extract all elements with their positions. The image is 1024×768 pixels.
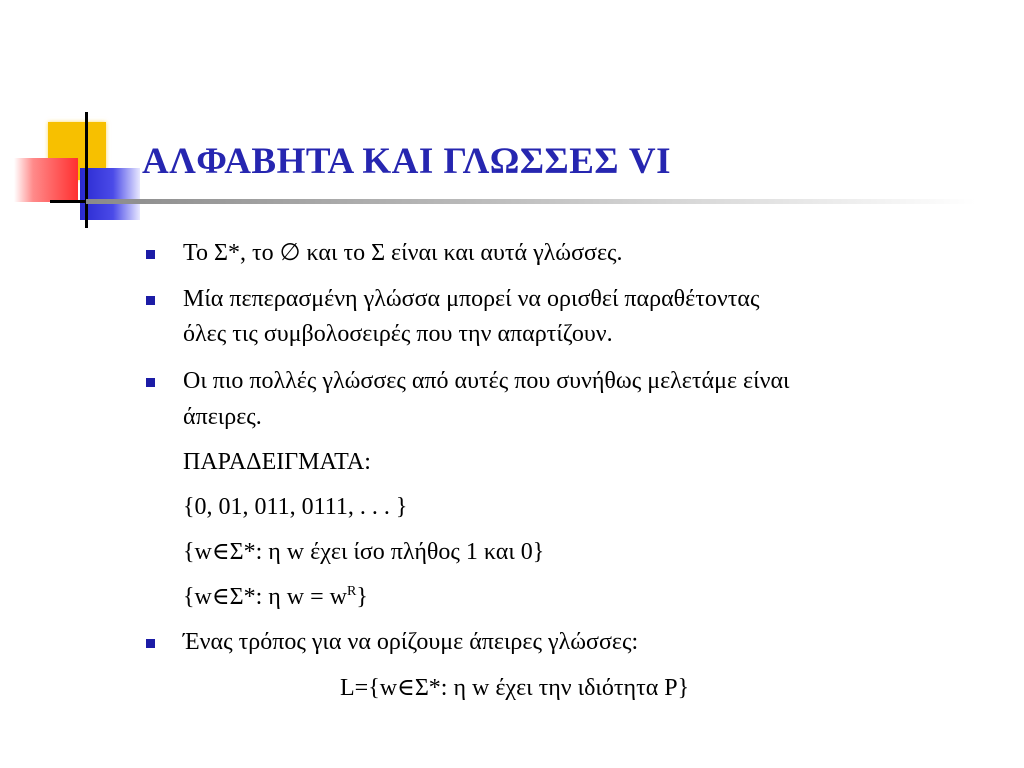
bullet-text-2-line1: Μία πεπερασμένη γλώσσα μπορεί να ορισθεί παραθέτοντας bbox=[183, 286, 760, 312]
bullet-marker bbox=[146, 378, 155, 387]
bullet-text-2-line2: όλες τις συμβολοσειρές που την απαρτίζουν. bbox=[183, 321, 613, 347]
blue-square-decoration bbox=[80, 168, 140, 220]
example-2: {w∈Σ*: η w έχει ίσο πλήθος 1 και 0} bbox=[183, 539, 545, 565]
bullet-text-3-line1: Οι πιο πολλές γλώσσες από αυτές που συνήθως μελετάμε είναι bbox=[183, 368, 790, 394]
definition-formula: L={w∈Σ*: η w έχει την ιδιότητα P} bbox=[340, 675, 690, 701]
bullet-text-4: Ένας τρόπος για να ορίζουμε άπειρες γλώσσες: bbox=[183, 629, 639, 655]
title-underline-rule bbox=[86, 199, 976, 204]
example-3-superscript: R bbox=[347, 584, 357, 599]
example-1: {0, 01, 011, 0111, . . . } bbox=[183, 494, 408, 520]
vertical-line-decoration bbox=[85, 112, 88, 228]
bullet-marker bbox=[146, 250, 155, 259]
example-3-base: {w∈Σ*: η w = w bbox=[183, 584, 348, 610]
bullet-text-1: Το Σ*, το ∅ και το Σ είναι και αυτά γλώσσες. bbox=[183, 240, 623, 266]
bullet-marker bbox=[146, 639, 155, 648]
bullet-text-3-line2: άπειρες. bbox=[183, 404, 262, 430]
bullet-marker bbox=[146, 296, 155, 305]
red-square-decoration bbox=[14, 158, 78, 202]
example-3 bbox=[183, 582, 368, 612]
example-3-end: } bbox=[356, 584, 368, 610]
examples-heading: ΠΑΡΑΔΕΙΓΜΑΤΑ: bbox=[183, 449, 371, 475]
slide-title: ΑΛΦΑΒΗΤΑ ΚΑΙ ΓΛΩΣΣΕΣ VI bbox=[142, 141, 671, 182]
